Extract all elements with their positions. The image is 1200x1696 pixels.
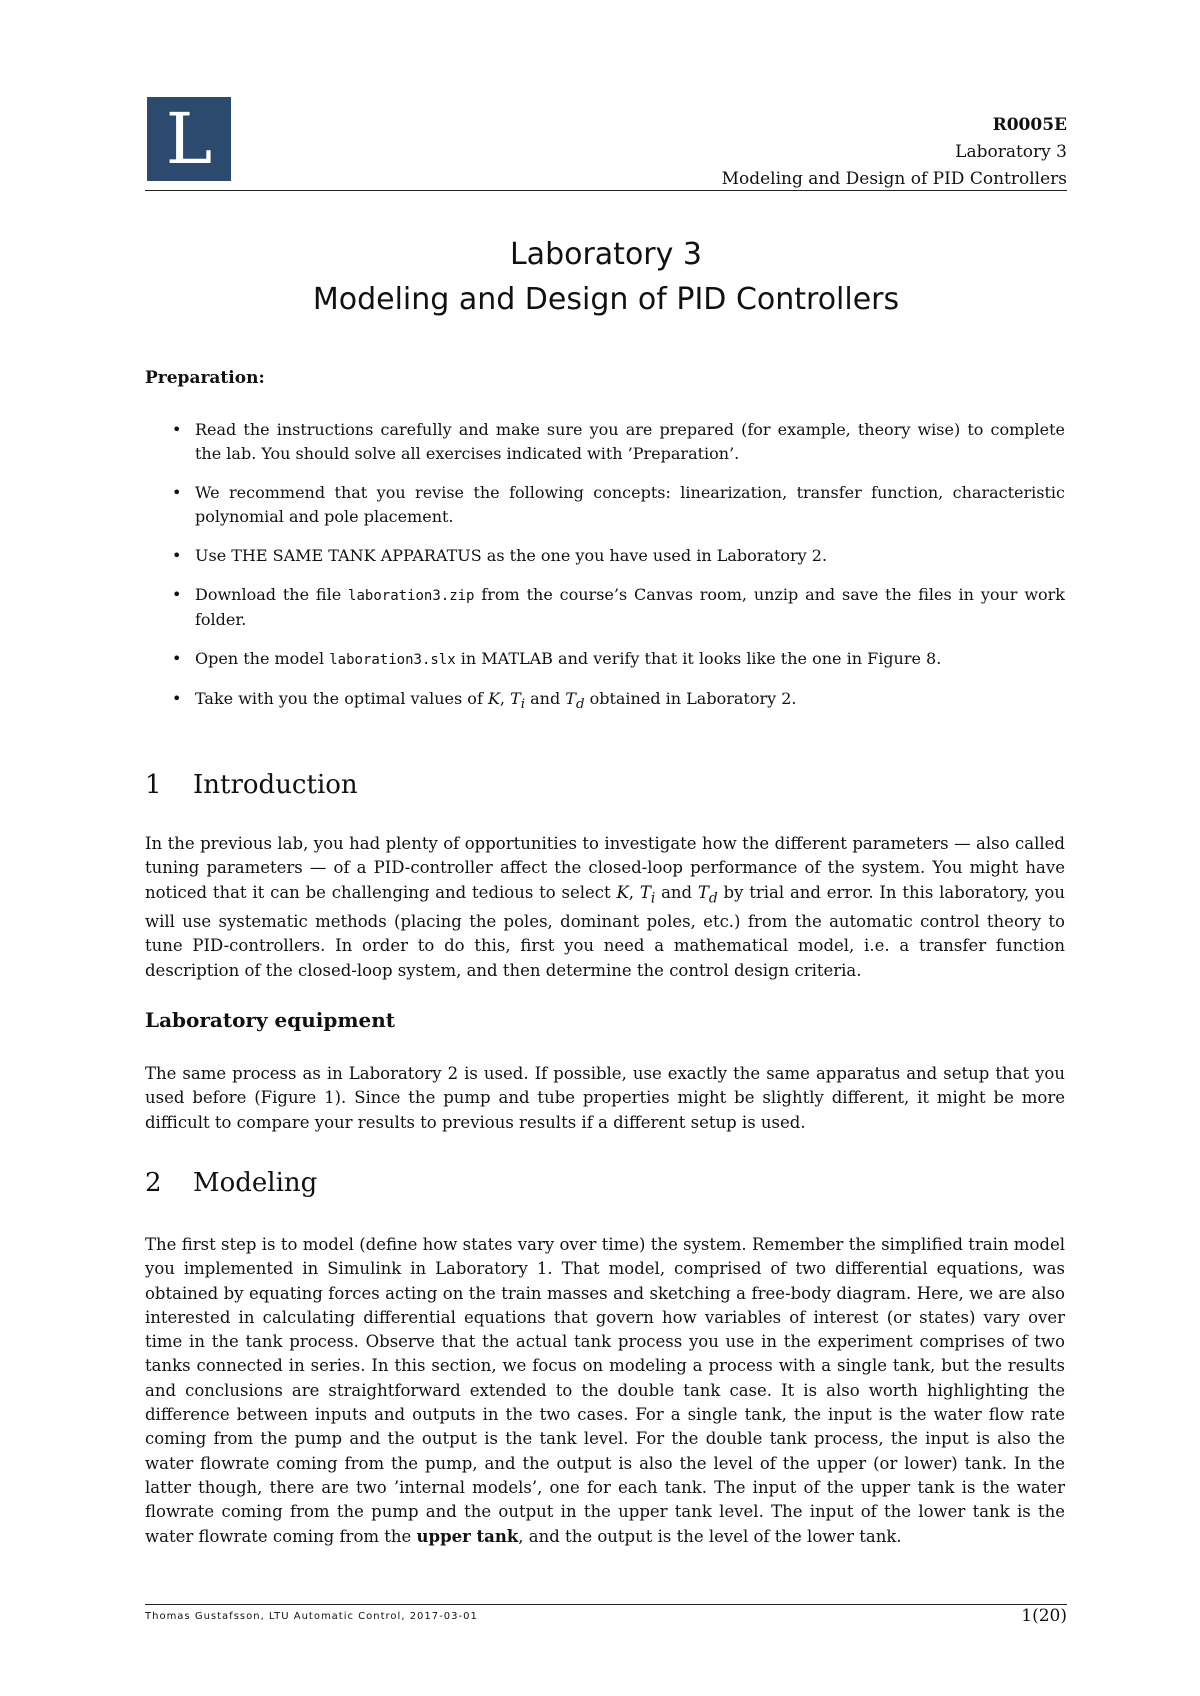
list-item [145,687,1065,717]
bullet: • [172,585,182,604]
text: , [628,882,640,902]
text: and [655,882,698,902]
prep-item-5-text: Open the model [195,649,330,668]
introduction-paragraph [145,832,1065,983]
title-line-1: Laboratory 3 [509,237,703,272]
file-name: laboration3.slx [329,652,456,668]
text: In the previous lab, you had plenty of opportunities to investigate how the different parameters — also called tuning parameters — of a PID-controller affect the closed-loop performance of the system. You might have noticed that it can be challenging and tedious to select [145,834,1065,902]
bullet: • [172,546,182,565]
bullet: • [172,649,182,668]
header-lab: Laboratory 3 [955,142,1067,162]
equipment-paragraph: The same process as in Laboratory 2 is used. If possible, use exactly the same apparatus and setup that you used before (Figure 1). Since the pump and tube properties might be slightly different, it might be more difficult to compare your results to previous results if a different setup is used. [145,1064,1065,1132]
preparation-list [145,418,1065,732]
header-rule [145,190,1067,191]
footer-rule [145,1604,1067,1605]
section-title: Modeling [193,1168,318,1198]
document-title [145,232,1067,322]
math-subscript: d [575,697,585,713]
text: The first step is to model (define how states vary over time) the system. Remember the simplified train model you implemented in Simulink in Laboratory 1. That model, comprised of two differential equations, was obtained by equating forces acting on the train masses and sketching a free-body diagram. Here, we are also interested in calculating differential equations that govern how variables of interest (or states) vary over time in the tank process. Observe that the actual tank process you use in the experiment comprises of two tanks connected in series. In this section, we focus on modeling a process with a single tank, but the results and conclusions are straightforward extended to the double tank case. It is also worth highlighting the difference between inputs and outputs in the two cases. For a single tank, the input is the water flow rate coming from the pump and the output is the tank level. For the double tank process, the input is also the water flowrate coming from the pump, and the output is also the level of the upper (or lower) tank. In the latter though, there are two ’internal models’, one for each tank. The input of the upper tank is the water flowrate coming from the pump and the output in the upper tank level. The input of the lower tank is the water flowrate coming from the [145,1235,1065,1546]
list-item [145,583,1065,632]
prep-item-5-text: in MATLAB and verify that it looks like the one in Figure 8. [455,649,942,668]
prep-item-3: Use THE SAME TANK APPARATUS as the one you have used in Laboratory 2. [195,546,828,565]
math-subscript: d [708,889,718,906]
modeling-paragraph [145,1233,1065,1549]
list-item [145,481,1065,529]
logo-letter: L [165,98,213,180]
list-item [145,418,1065,466]
text: , [499,689,511,708]
course-code: R0005E [992,115,1067,135]
prep-item-4-text: from the course’s Canvas room, unzip and save the files in your work folder. [195,585,1065,629]
header-subtitle: Modeling and Design of PID Controllers [721,169,1067,189]
bullet: • [172,483,182,502]
footer-author: Thomas Gustafsson, LTU Automatic Control, 2017-03-01 [145,1611,478,1622]
emphasis: upper tank [416,1526,519,1546]
math-symbol: T [510,689,521,708]
subsection-heading: Laboratory equipment [145,1008,396,1032]
section-title: Introduction [193,770,358,800]
prep-item-2: We recommend that you revise the following concepts: linearization, transfer function, characteristic polynomial and pole placement. [195,483,1065,526]
math-symbol: T [639,882,651,902]
section-heading-modeling [145,1168,317,1198]
list-item [145,544,1065,568]
math-symbol: K [487,689,500,708]
prep-item-6-text: obtained in Laboratory 2. [584,689,797,708]
text: and [525,689,566,708]
math-symbol: T [565,689,576,708]
text: , and the output is the level of the lower tank. [518,1526,902,1546]
prep-item-4-text: Download the file [195,585,349,604]
bullet: • [172,689,182,708]
math-symbol: K [616,882,629,902]
university-logo [147,97,231,181]
bullet: • [172,420,182,439]
running-header [722,112,1067,193]
prep-item-6-text: Take with you the optimal values of [195,689,488,708]
list-item [145,647,1065,672]
section-number: 2 [145,1168,162,1198]
file-name: laboration3.zip [348,588,475,604]
title-line-2: Modeling and Design of PID Controllers [312,282,900,317]
section-heading-introduction [145,770,358,800]
preparation-heading: Preparation: [145,368,265,388]
math-subscript: i [650,889,656,906]
prep-item-1: Read the instructions carefully and make sure you are prepared (for example, theory wise) to complete the lab. You should solve all exercises indicated with ’Preparation’. [195,420,1065,463]
math-symbol: T [697,882,709,902]
text: by trial and error. In this laboratory, you will use systematic methods (placing the poles, dominant poles, etc.) from the automatic control theory to tune PID-controllers. In order to do this, first you need a mathematical model, i.e. a transfer function description of the closed-loop system, and then determine the control design criteria. [145,882,1065,980]
math-subscript: i [520,697,526,713]
section-number: 1 [145,770,162,800]
page-number: 1(20) [1021,1606,1067,1626]
